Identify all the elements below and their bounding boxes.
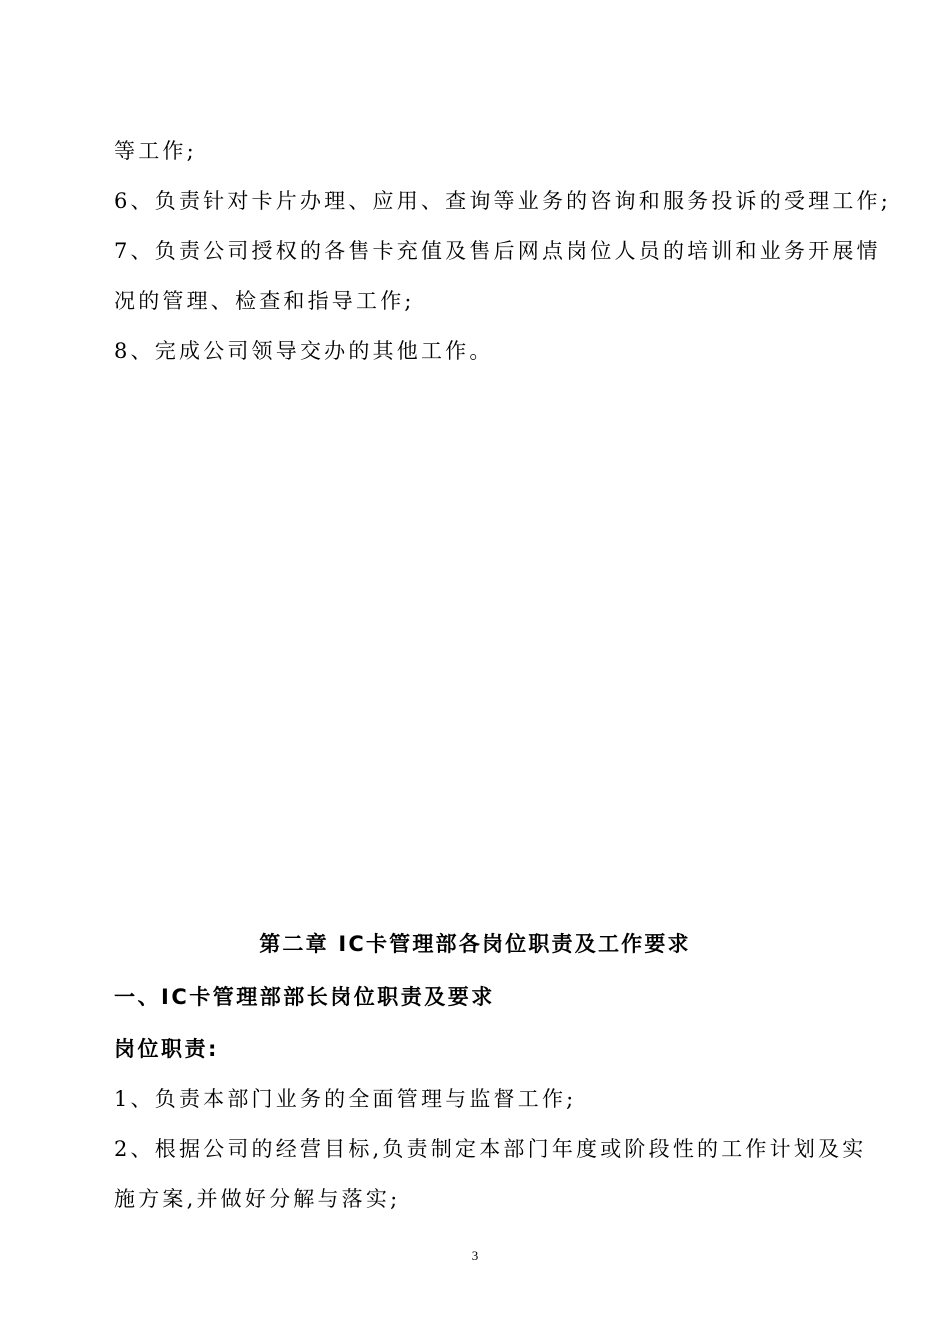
paragraph-line: 等工作; <box>114 139 197 163</box>
paragraph-line: 施方案,并做好分解与落实; <box>114 1187 401 1211</box>
section-heading: 一、IC卡管理部部长岗位职责及要求 <box>114 985 495 1009</box>
page-number: 3 <box>471 1248 479 1263</box>
paragraph-line: 1、负责本部门业务的全面管理与监督工作; <box>114 1087 577 1111</box>
chapter-title: 第二章 IC卡管理部各岗位职责及工作要求 <box>259 932 691 956</box>
paragraph-line: 7、负责公司授权的各售卡充值及售后网点岗位人员的培训和业务开展情 <box>114 239 881 263</box>
section-subheading: 岗位职责: <box>114 1037 219 1061</box>
paragraph-line: 8、完成公司领导交办的其他工作。 <box>114 339 494 363</box>
paragraph-line: 2、根据公司的经营目标,负责制定本部门年度或阶段性的工作计划及实 <box>114 1137 867 1161</box>
paragraph-line: 况的管理、检查和指导工作; <box>114 289 415 313</box>
paragraph-line: 6、负责针对卡片办理、应用、查询等业务的咨询和服务投诉的受理工作; <box>114 189 892 213</box>
